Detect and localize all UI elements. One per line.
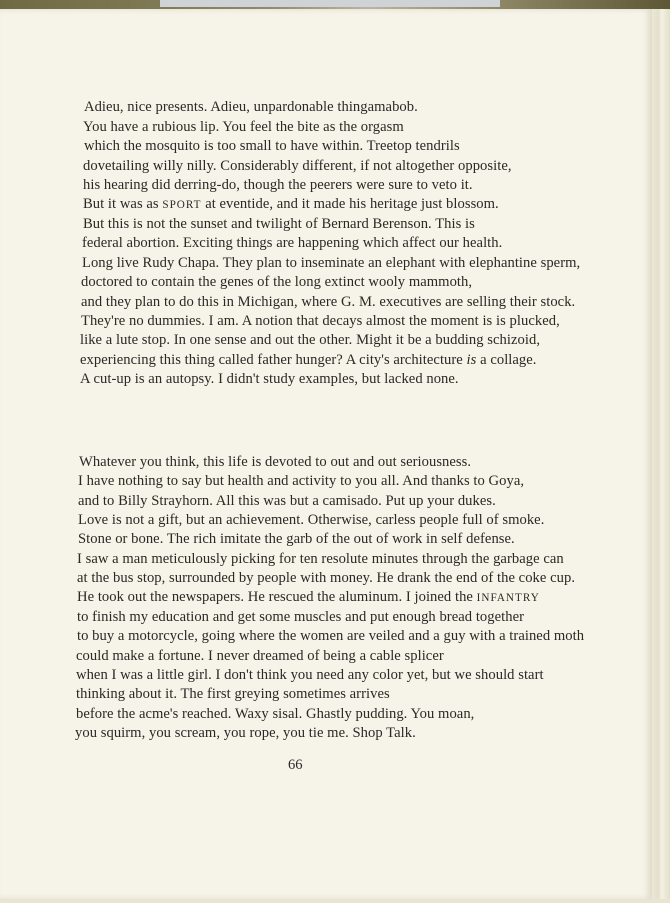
- page-edge: [652, 9, 670, 903]
- poem-line: Long live Rudy Chapa. They plan to inseminate an elephant with elephantine sperm,: [82, 255, 581, 271]
- small-caps-word: SPORT: [162, 199, 202, 211]
- scan-top-strip: [160, 0, 500, 7]
- poem-line: dovetailing willy nilly. Considerably different, if not altogether opposite,: [83, 158, 512, 174]
- poem-line: federal abortion. Exciting things are happening which affect our health.: [82, 235, 503, 251]
- poem-line: like a lute stop. In one sense and out the other. Might it be a budding schizoid,: [80, 332, 541, 348]
- poem-line: and to Billy Strayhorn. All this was but a camisado. Put up your dukes.: [78, 493, 496, 509]
- poem-line: his hearing did derring-do, though the peerers were sure to veto it.: [83, 177, 473, 193]
- small-caps-word: INFANTRY: [476, 592, 540, 604]
- poem-line: to buy a motorcycle, going where the women are veiled and a guy with a trained moth: [77, 628, 585, 644]
- poem-line: I saw a man meticulously picking for ten resolute minutes through the garbage can: [77, 551, 564, 567]
- poem-line: to finish my education and get some muscles and put enough bread together: [77, 609, 525, 625]
- poem-line: You have a rubious lip. You feel the bite as the orgasm: [83, 119, 404, 135]
- poem-line: before the acme's reached. Waxy sisal. Ghastly pudding. You moan,: [76, 706, 475, 722]
- poem-line: They're no dummies. I am. A notion that decays almost the moment is is plucked,: [81, 313, 560, 329]
- poem-line: which the mosquito is too small to have within. Treetop tendrils: [84, 138, 460, 154]
- poem-line: at the bus stop, surrounded by people with money. He drank the end of the coke cup.: [77, 570, 576, 586]
- poem-line: But this is not the sunset and twilight of Bernard Berenson. This is: [83, 216, 475, 232]
- poem-line-text: He took out the newspapers. He rescued the aluminum. I joined the: [77, 589, 477, 605]
- poem-line-text: at eventide, and it made his heritage just blossom.: [201, 196, 499, 212]
- poem-line: and they plan to do this in Michigan, where G. M. executives are selling their stock.: [81, 294, 576, 310]
- page-bottom-edge: [0, 899, 670, 903]
- poem-line: [83, 195, 499, 215]
- poem-line: when I was a little girl. I don't think you need any color yet, but we should start: [76, 667, 544, 683]
- book-page: [0, 9, 652, 899]
- poem-line: could make a fortune. I never dreamed of being a cable splicer: [76, 648, 444, 664]
- poem-line: you squirm, you scream, you rope, you tie me. Shop Talk.: [75, 725, 416, 741]
- poem-line: A cut-up is an autopsy. I didn't study examples, but lacked none.: [80, 371, 459, 387]
- poem-line: I have nothing to say but health and activity to you all. And thanks to Goya,: [78, 473, 525, 489]
- poem-line: [80, 351, 537, 370]
- poem-line: Adieu, nice presents. Adieu, unpardonable thingamabob.: [84, 99, 418, 115]
- page-number: 66: [288, 757, 303, 773]
- poem-line: Whatever you think, this life is devoted to out and out seriousness.: [79, 454, 472, 470]
- poem-line: [77, 588, 540, 608]
- poem-line-text: But it was as: [83, 196, 163, 212]
- poem-line: doctored to contain the genes of the long extinct wooly mammoth,: [81, 274, 473, 290]
- poem-line-text: a collage.: [476, 352, 537, 368]
- poem-line: Stone or bone. The rich imitate the garb of the out of work in self defense.: [78, 531, 515, 547]
- italic-word: is: [466, 352, 477, 368]
- poem-line: Love is not a gift, but an achievement. Otherwise, carless people full of smoke.: [78, 512, 545, 528]
- poem-line: thinking about it. The first greying sometimes arrives: [76, 686, 390, 702]
- poem-line-text: experiencing this thing called father hunger? A city's architecture: [80, 352, 467, 368]
